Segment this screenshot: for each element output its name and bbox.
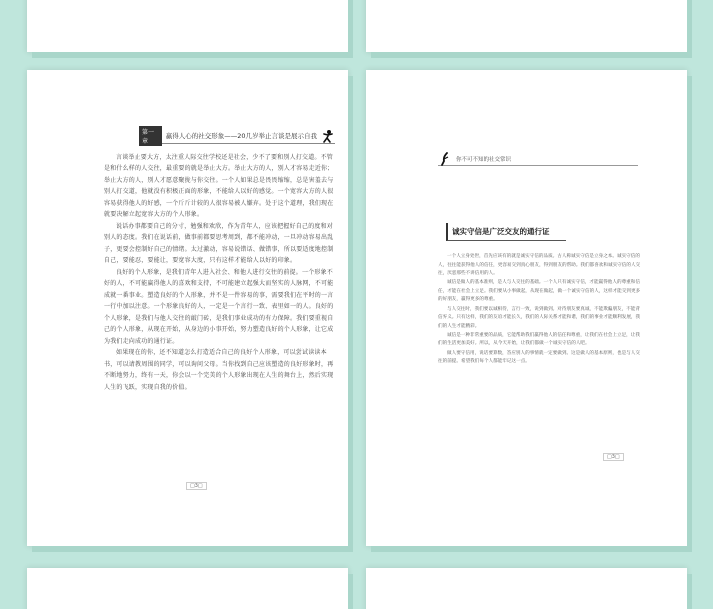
- paragraph: 做人要守信用，说话要算数，答应别人的事情就一定要做到。这是做人的基本原则，也是与人交往的前提。希望我们每个人都能牢记这一点。: [438, 350, 640, 365]
- paragraph: 良好的个人形象，是我们青年人进入社会、和他人进行交往的前提。一个形象不好的人，不可能赢得他人的喜欢和支持，不可能建立起强大而坚实的人脉网，不可能成就一番事业。塑造良好的个人形象，并不是一件容易的事，需要我们在平时的一言一行中加以注意。一个形象良好的人，一定是一个言行一致、表里如一的人。良好的个人形象，是我们与他人交往的敲门砖，是我们事业成功的有力保障。我们要重视自己的个人形象，从现在开始，从身边的小事开始，努力塑造良好的个人形象，让它成为我们走向成功的通行证。: [104, 269, 334, 345]
- stick-figure-icon: [321, 129, 335, 143]
- paragraph: 说话办事都要自己的分寸，勉强和欢欣，作为青年人，应该把握好自己的度和对别人的态度。我们在说话前，做事前都要思考周到，都不能冲动，一旦冲动容易出乱子，更要会控制好自己的情绪。太过激动，容易说错话、做错事，所以要适度地控制自己，要能忍，要能让，要宽容大度，只有这样才能给人以好的印象。: [104, 222, 334, 265]
- paragraph: 言谈举止要大方，太注重人际交往学校还是社会，少不了要和别人打交道。不管是和什么样的人交往，最重要的就是举止大方。举止大方的人，别人才容易走近你；举止大方的人，别人才愿意聚拢与你交往。一个人如果总是畏畏缩缩，总是害羞去与别人打交道，他就没有积极正面的形象，不能给人以好的感觉。一个宽容大方的人很容易获得他人的好感，一个斤斤计较的人很容易被人嫌弃。处于这个道理，我们现在就要决解立起宽容大方的个人形象。: [104, 154, 334, 219]
- left-book-page: [27, 70, 348, 546]
- running-title: 赢得人心的社交形象——20几岁举止言谈是展示自我: [165, 132, 317, 140]
- right-book-page: [366, 70, 687, 546]
- page-sheet: [366, 0, 687, 52]
- running-header: [139, 128, 335, 144]
- paragraph: 一个人立身处世，首先应该有的就是诚实守信的品质。古人称诚实守信是立身之本。诚实守信的人，往往能获得他人的信任，更容易交到真心朋友，得到朋友的帮助。我们都喜欢和诚实守信的人交往，厌恶那些不讲信用的人。: [438, 254, 641, 277]
- page-number: □3□: [603, 453, 624, 461]
- paragraph: 与人交往时，我们要以诚相待，言行一致，说到做到。对待朋友要真诚，不能欺骗朋友，不能背信弃义。只有这样，我们的友谊才能长久，我们的人际关系才能和谐，我们的事业才能顺利发展，我们的人生才能精彩。: [438, 306, 641, 329]
- page-sheet: [366, 568, 687, 609]
- page-sheet: [27, 0, 348, 52]
- running-title: 你不可不知的社交常识: [456, 156, 512, 163]
- paragraph: 诚信是做人的基本准则，是人与人交往的基础。一个人只有诚实守信，才能赢得他人的尊重和信任，才能在社会上立足。我们要从小事做起，从现在做起，做一个诚实守信的人，这样才能交到更多的好朋友，赢得更多的尊重。: [438, 280, 641, 303]
- brush-figure-icon: [438, 152, 452, 166]
- paragraph: 诚信是一种非常重要的品质，它能帮助我们赢得他人的信任和尊重，让我们在社会上立足，让我们的生活更加美好。所以，从今天开始，让我们都做一个诚实守信的人吧。: [438, 332, 640, 347]
- section-heading: 诚实守信是广泛交友的通行证: [446, 223, 566, 241]
- chapter-tag: 第一章: [139, 126, 162, 146]
- paragraph: 如果现在的你，还不知道怎么打造适合自己的良好个人形象，可以尝试读读本书，可以请教周围的同学，可以询问父母。当你找到自己应该塑造的良好形象时，再不断地努力，终有一天，你会以一个完美的个人形象出现在人生的舞台上，然后实现人生的飞跃，实现自我的价值。: [104, 349, 334, 391]
- body-text: [104, 152, 339, 394]
- body-text: [438, 253, 641, 367]
- running-header: [438, 152, 638, 166]
- page-number: □3□: [186, 482, 207, 490]
- page-sheet: [27, 568, 348, 609]
